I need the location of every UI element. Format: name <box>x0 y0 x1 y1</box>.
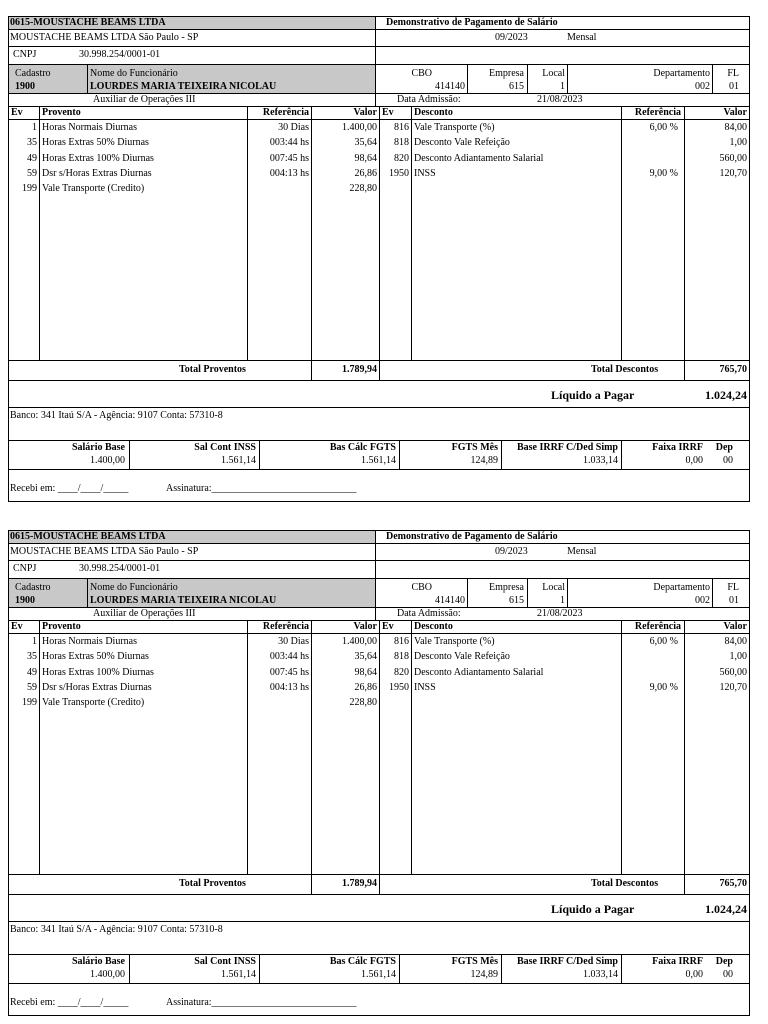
sal-cont-inss-value: 1.561,14 <box>221 969 256 980</box>
company-name-city: MOUSTACHE BEAMS LTDA São Paulo - SP <box>10 546 199 557</box>
fl-value: 01 <box>729 81 739 92</box>
desconto-desc: Desconto Vale Refeição <box>414 651 510 662</box>
provento-ev: 1 <box>32 122 37 133</box>
faixa-irrf-label: Faixa IRRF <box>652 956 703 967</box>
provento-valor: 35,64 <box>354 651 377 662</box>
provento-ref: 003:44 hs <box>269 651 309 662</box>
local-label: Local <box>542 68 565 79</box>
salario-base-value: 1.400,00 <box>90 455 125 466</box>
provento-desc: Horas Extras 100% Diurnas <box>42 667 154 678</box>
desconto-ev: 816 <box>394 122 409 133</box>
bas-calc-fgts-label: Bas Cálc FGTS <box>329 442 396 453</box>
provento-ref: 004:13 hs <box>269 168 309 179</box>
employee-name: LOURDES MARIA TEIXEIRA NICOLAU <box>90 595 277 606</box>
provento-ref: 007:45 hs <box>269 153 309 164</box>
departamento-value: 002 <box>695 81 710 92</box>
local-value: 1 <box>560 595 565 606</box>
total-proventos-value: 1.789,94 <box>342 878 377 889</box>
fgts-mes-label: FGTS Mês <box>451 442 498 453</box>
desconto-ev: 1950 <box>389 682 409 693</box>
desconto-valor: 120,70 <box>719 682 747 693</box>
provento-desc: Vale Transporte (Credito) <box>42 697 145 708</box>
provento-ev: 49 <box>27 153 37 164</box>
col-desconto: Desconto <box>414 621 453 632</box>
provento-valor: 1.400,00 <box>342 636 377 647</box>
liquido-value: 1.024,24 <box>705 388 747 402</box>
provento-desc: Vale Transporte (Credito) <box>42 183 145 194</box>
total-proventos-value: 1.789,94 <box>342 364 377 375</box>
salario-base-value: 1.400,00 <box>90 969 125 980</box>
fl-value: 01 <box>729 595 739 606</box>
desconto-ev: 818 <box>394 651 409 662</box>
sal-cont-inss-label: Sal Cont INSS <box>194 956 256 967</box>
faixa-irrf-label: Faixa IRRF <box>652 442 703 453</box>
liquido-label: Líquido a Pagar <box>551 902 635 916</box>
desconto-ref: 6,00 % <box>649 122 678 133</box>
cadastro-value: 1900 <box>15 81 35 92</box>
cnpj-label: CNPJ <box>13 49 37 60</box>
cadastro-label: Cadastro <box>15 68 51 79</box>
base-irrf-label: Base IRRF C/Ded Simp <box>516 442 618 453</box>
provento-valor: 98,64 <box>354 667 377 678</box>
empresa-value: 615 <box>509 595 524 606</box>
desconto-ev: 816 <box>394 636 409 647</box>
payslip-copy-2 <box>8 530 750 1016</box>
provento-ref: 30 Dias <box>278 122 309 133</box>
dep-label: Dep <box>715 956 733 967</box>
doc-type: Mensal <box>567 32 597 43</box>
admissao-value: 21/08/2023 <box>537 608 583 619</box>
company-code-name: 0615-MOUSTACHE BEAMS LTDA <box>10 531 166 542</box>
desconto-valor: 84,00 <box>724 636 747 647</box>
provento-desc: Horas Extras 100% Diurnas <box>42 153 154 164</box>
doc-period: 09/2023 <box>495 32 528 43</box>
desconto-valor: 1,00 <box>729 137 747 148</box>
assinatura: Assinatura:_____________________________ <box>166 997 357 1008</box>
desconto-valor: 1,00 <box>729 651 747 662</box>
departamento-value: 002 <box>695 595 710 606</box>
dep-label: Dep <box>715 442 733 453</box>
desconto-ref: 9,00 % <box>649 682 678 693</box>
provento-ev: 59 <box>27 168 37 179</box>
provento-ev: 199 <box>22 183 37 194</box>
local-label: Local <box>542 582 565 593</box>
desconto-desc: Desconto Adiantamento Salarial <box>414 153 544 164</box>
total-descontos-label: Total Descontos <box>591 364 659 375</box>
employee-role: Auxiliar de Operações III <box>93 608 196 619</box>
recebi-em: Recebi em: ____/____/_____ <box>10 997 129 1008</box>
desconto-desc: INSS <box>414 168 436 179</box>
doc-title: Demonstrativo de Pagamento de Salário <box>386 531 558 542</box>
cadastro-label: Cadastro <box>15 582 51 593</box>
cbo-label: CBO <box>411 68 432 79</box>
col-valor-descontos: Valor <box>723 621 747 632</box>
employee-role: Auxiliar de Operações III <box>93 94 196 105</box>
provento-valor: 26,86 <box>354 168 377 179</box>
recebi-em: Recebi em: ____/____/_____ <box>10 483 129 494</box>
col-referencia-descontos: Referência <box>634 621 681 632</box>
salario-base-label: Salário Base <box>71 442 125 453</box>
cbo-value: 414140 <box>435 81 465 92</box>
departamento-label: Departamento <box>653 68 710 79</box>
provento-ref: 30 Dias <box>278 636 309 647</box>
salario-base-label: Salário Base <box>71 956 125 967</box>
employee-name: LOURDES MARIA TEIXEIRA NICOLAU <box>90 81 277 92</box>
col-referencia-proventos: Referência <box>262 621 309 632</box>
cnpj-label: CNPJ <box>13 563 37 574</box>
doc-period: 09/2023 <box>495 546 528 557</box>
col-valor-proventos: Valor <box>353 621 377 632</box>
provento-ev: 35 <box>27 137 37 148</box>
cadastro-value: 1900 <box>15 595 35 606</box>
desconto-desc: Desconto Adiantamento Salarial <box>414 667 544 678</box>
desconto-ev: 818 <box>394 137 409 148</box>
desconto-ev: 820 <box>394 153 409 164</box>
bank-info: Banco: 341 Itaú S/A - Agência: 9107 Conta: 57310-8 <box>10 924 223 935</box>
col-ev-proventos: Ev <box>11 621 23 632</box>
col-valor-descontos: Valor <box>723 107 747 118</box>
provento-desc: Horas Normais Diurnas <box>42 122 137 133</box>
provento-ev: 1 <box>32 636 37 647</box>
total-descontos-value: 765,70 <box>719 878 747 889</box>
cnpj-value: 30.998.254/0001-01 <box>79 49 161 60</box>
base-irrf-value: 1.033,14 <box>583 969 618 980</box>
desconto-desc: Vale Transporte (%) <box>414 636 495 647</box>
bas-calc-fgts-label: Bas Cálc FGTS <box>329 956 396 967</box>
liquido-label: Líquido a Pagar <box>551 388 635 402</box>
bank-info: Banco: 341 Itaú S/A - Agência: 9107 Conta: 57310-8 <box>10 410 223 421</box>
total-descontos-label: Total Descontos <box>591 878 659 889</box>
faixa-irrf-value: 0,00 <box>685 455 703 466</box>
doc-type: Mensal <box>567 546 597 557</box>
provento-ref: 003:44 hs <box>269 137 309 148</box>
col-provento: Provento <box>42 621 81 632</box>
desconto-valor: 84,00 <box>724 122 747 133</box>
faixa-irrf-value: 0,00 <box>685 969 703 980</box>
desconto-valor: 560,00 <box>719 153 747 164</box>
admissao-value: 21/08/2023 <box>537 94 583 105</box>
col-desconto: Desconto <box>414 107 453 118</box>
provento-desc: Horas Normais Diurnas <box>42 636 137 647</box>
dep-value: 00 <box>723 455 733 466</box>
col-provento: Provento <box>42 107 81 118</box>
desconto-desc: INSS <box>414 682 436 693</box>
cbo-label: CBO <box>411 582 432 593</box>
provento-desc: Horas Extras 50% Diurnas <box>42 137 149 148</box>
sal-cont-inss-value: 1.561,14 <box>221 455 256 466</box>
provento-valor: 228,80 <box>349 183 377 194</box>
departamento-label: Departamento <box>653 582 710 593</box>
payslip-copy-1 <box>8 16 750 502</box>
desconto-ref: 6,00 % <box>649 636 678 647</box>
desconto-desc: Desconto Vale Refeição <box>414 137 510 148</box>
doc-title: Demonstrativo de Pagamento de Salário <box>386 17 558 28</box>
col-valor-proventos: Valor <box>353 107 377 118</box>
desconto-desc: Vale Transporte (%) <box>414 122 495 133</box>
provento-valor: 98,64 <box>354 153 377 164</box>
desconto-ev: 1950 <box>389 168 409 179</box>
fgts-mes-label: FGTS Mês <box>451 956 498 967</box>
empresa-label: Empresa <box>489 68 524 79</box>
cnpj-value: 30.998.254/0001-01 <box>79 563 161 574</box>
provento-desc: Horas Extras 50% Diurnas <box>42 651 149 662</box>
admissao-label: Data Admissão: <box>397 94 461 105</box>
provento-valor: 35,64 <box>354 137 377 148</box>
fl-label: FL <box>727 68 739 79</box>
fl-label: FL <box>727 582 739 593</box>
fgts-mes-value: 124,89 <box>470 969 498 980</box>
col-referencia-proventos: Referência <box>262 107 309 118</box>
fgts-mes-value: 124,89 <box>470 455 498 466</box>
desconto-ref: 9,00 % <box>649 168 678 179</box>
col-ev-proventos: Ev <box>11 107 23 118</box>
base-irrf-value: 1.033,14 <box>583 455 618 466</box>
provento-ref: 007:45 hs <box>269 667 309 678</box>
provento-ev: 199 <box>22 697 37 708</box>
provento-ev: 35 <box>27 651 37 662</box>
desconto-ev: 820 <box>394 667 409 678</box>
provento-valor: 1.400,00 <box>342 122 377 133</box>
base-irrf-label: Base IRRF C/Ded Simp <box>516 956 618 967</box>
employee-name-label: Nome do Funcionário <box>90 68 178 79</box>
desconto-valor: 560,00 <box>719 667 747 678</box>
sal-cont-inss-label: Sal Cont INSS <box>194 442 256 453</box>
cbo-value: 414140 <box>435 595 465 606</box>
local-value: 1 <box>560 81 565 92</box>
company-code-name: 0615-MOUSTACHE BEAMS LTDA <box>10 17 166 28</box>
provento-ev: 49 <box>27 667 37 678</box>
total-proventos-label: Total Proventos <box>179 364 246 375</box>
col-referencia-descontos: Referência <box>634 107 681 118</box>
employee-name-label: Nome do Funcionário <box>90 582 178 593</box>
admissao-label: Data Admissão: <box>397 608 461 619</box>
assinatura: Assinatura:_____________________________ <box>166 483 357 494</box>
col-ev-descontos: Ev <box>382 107 394 118</box>
bas-calc-fgts-value: 1.561,14 <box>361 455 396 466</box>
company-name-city: MOUSTACHE BEAMS LTDA São Paulo - SP <box>10 32 199 43</box>
provento-desc: Dsr s/Horas Extras Diurnas <box>42 168 152 179</box>
provento-ref: 004:13 hs <box>269 682 309 693</box>
empresa-value: 615 <box>509 81 524 92</box>
empresa-label: Empresa <box>489 582 524 593</box>
total-proventos-label: Total Proventos <box>179 878 246 889</box>
liquido-value: 1.024,24 <box>705 902 747 916</box>
bas-calc-fgts-value: 1.561,14 <box>361 969 396 980</box>
desconto-valor: 120,70 <box>719 168 747 179</box>
provento-valor: 228,80 <box>349 697 377 708</box>
provento-ev: 59 <box>27 682 37 693</box>
col-ev-descontos: Ev <box>382 621 394 632</box>
total-descontos-value: 765,70 <box>719 364 747 375</box>
dep-value: 00 <box>723 969 733 980</box>
provento-desc: Dsr s/Horas Extras Diurnas <box>42 682 152 693</box>
provento-valor: 26,86 <box>354 682 377 693</box>
